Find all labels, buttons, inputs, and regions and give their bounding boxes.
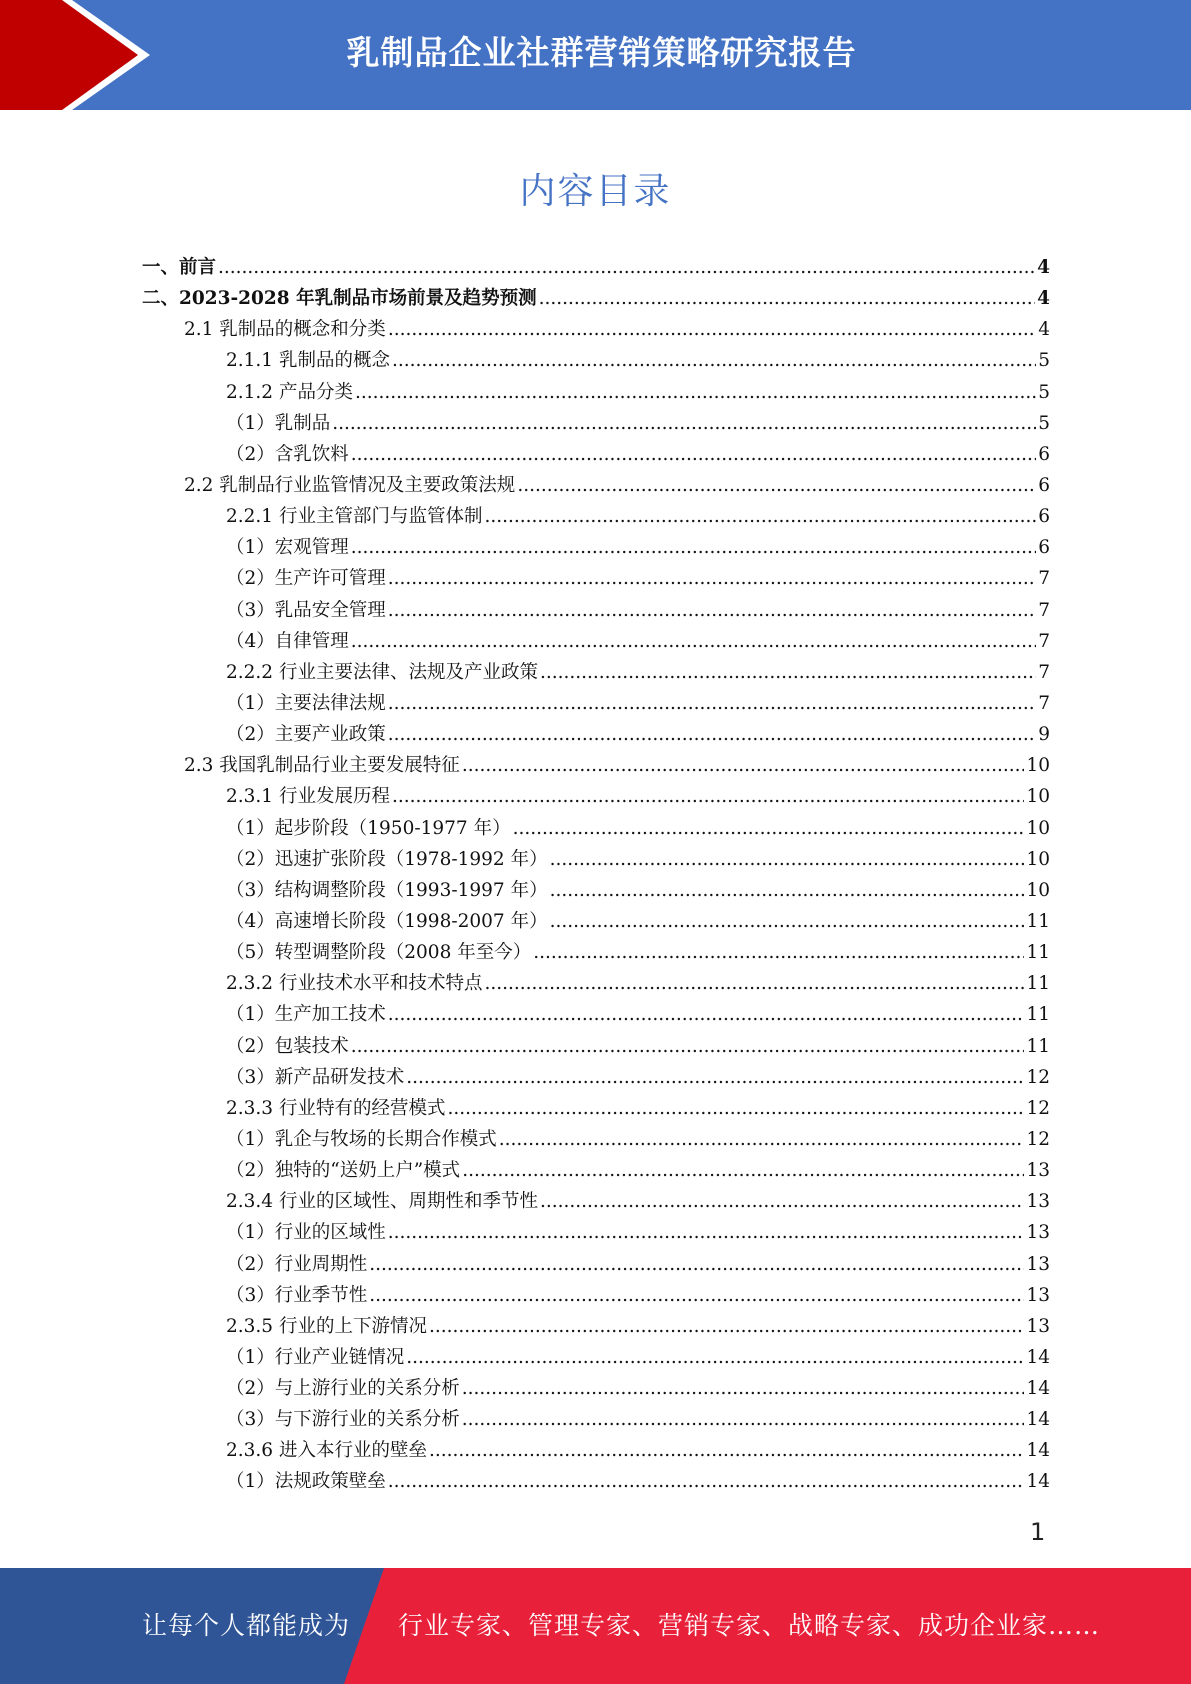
toc-entry-page-number: 13 <box>1026 1284 1050 1306</box>
toc-entry-page-number: 5 <box>1038 412 1050 434</box>
toc-dot-leader <box>513 818 1025 839</box>
toc-entry-page-number: 14 <box>1026 1409 1050 1431</box>
toc-dot-leader <box>517 475 1036 496</box>
toc-entry[interactable] <box>142 658 1050 689</box>
toc-entry-title: （1）主要法律法规 <box>226 692 386 714</box>
toc-entry-title: （2）含乳饮料 <box>226 443 349 465</box>
toc-entry-title: （1）宏观管理 <box>226 537 349 559</box>
toc-entry[interactable] <box>142 876 1050 907</box>
toc-entry-page-number: 7 <box>1038 630 1050 652</box>
toc-entry[interactable] <box>142 1343 1050 1374</box>
toc-entry-page-number: 11 <box>1026 973 1050 995</box>
toc-entry[interactable] <box>142 1218 1050 1249</box>
toc-dot-leader <box>462 1160 1024 1181</box>
toc-entry-title: （1）行业的区域性 <box>226 1222 386 1244</box>
toc-entry[interactable] <box>142 1374 1050 1405</box>
toc-entry[interactable] <box>142 284 1050 315</box>
toc-entry[interactable] <box>142 1281 1050 1312</box>
toc-entry[interactable] <box>142 564 1050 595</box>
toc-entry[interactable] <box>142 969 1050 1000</box>
toc-entry-title: 2.3.4 行业的区域性、周期性和季节性 <box>226 1191 538 1213</box>
toc-entry-title: 2.3.5 行业的上下游情况 <box>226 1315 427 1337</box>
toc-entry-title: 2.3.3 行业特有的经营模式 <box>226 1097 446 1119</box>
toc-entry[interactable] <box>142 1063 1050 1094</box>
toc-entry[interactable] <box>142 782 1050 813</box>
toc-entry-page-number: 10 <box>1026 848 1050 870</box>
table-of-contents <box>142 253 1050 1499</box>
toc-entry-page-number: 6 <box>1038 537 1050 559</box>
toc-entry-page-number: 7 <box>1038 661 1050 683</box>
toc-dot-leader <box>369 1254 1024 1275</box>
toc-dot-leader <box>540 1191 1024 1212</box>
toc-entry-page-number: 10 <box>1026 879 1050 901</box>
toc-entry-title: 2.3.2 行业技术水平和技术特点 <box>226 973 483 995</box>
toc-entry-title: 二、2023-2028 年乳制品市场前景及趋势预测 <box>142 288 537 310</box>
report-footer-band <box>0 1568 1191 1684</box>
toc-entry-page-number: 9 <box>1038 724 1050 746</box>
toc-entry-page-number: 10 <box>1026 755 1050 777</box>
toc-dot-leader <box>406 1347 1024 1368</box>
toc-dot-leader <box>388 319 1036 340</box>
toc-dot-leader <box>533 942 1024 963</box>
toc-entry-page-number: 6 <box>1038 474 1050 496</box>
toc-entry[interactable] <box>142 533 1050 564</box>
toc-dot-leader <box>388 1004 1025 1025</box>
toc-dot-leader <box>462 755 1025 776</box>
toc-entry-page-number: 13 <box>1026 1160 1050 1182</box>
toc-entry-title: （1）生产加工技术 <box>226 1004 386 1026</box>
toc-entry[interactable] <box>142 440 1050 471</box>
toc-entry-page-number: 13 <box>1026 1191 1050 1213</box>
toc-entry-page-number: 6 <box>1038 506 1050 528</box>
toc-entry-page-number: 10 <box>1026 786 1050 808</box>
toc-entry-title: （2）生产许可管理 <box>226 568 386 590</box>
toc-entry-title: 2.2 乳制品行业监管情况及主要政策法规 <box>184 474 516 496</box>
toc-entry-title: （3）行业季节性 <box>226 1284 368 1306</box>
toc-entry[interactable] <box>142 1405 1050 1436</box>
toc-entry[interactable] <box>142 1032 1050 1063</box>
toc-entry-page-number: 14 <box>1026 1346 1050 1368</box>
toc-entry-title: （1）法规政策壁垒 <box>226 1471 386 1493</box>
toc-entry-title: 2.3.6 进入本行业的壁垒 <box>226 1440 427 1462</box>
toc-entry[interactable] <box>142 1250 1050 1281</box>
toc-entry-title: 2.2.2 行业主要法律、法规及产业政策 <box>226 661 538 683</box>
toc-entry[interactable] <box>142 471 1050 502</box>
toc-entry[interactable] <box>142 1187 1050 1218</box>
toc-entry[interactable] <box>142 1467 1050 1498</box>
toc-entry-title: （2）独特的“送奶上户”模式 <box>226 1160 461 1182</box>
toc-dot-leader <box>218 257 1035 278</box>
toc-entry-title: （2）与上游行业的关系分析 <box>226 1378 460 1400</box>
toc-entry-title: 2.1 乳制品的概念和分类 <box>184 319 386 341</box>
toc-entry-title: （3）新产品研发技术 <box>226 1066 405 1088</box>
toc-dot-leader <box>351 444 1036 465</box>
toc-entry-page-number: 11 <box>1026 1004 1050 1026</box>
toc-entry-title: 2.3 我国乳制品行业主要发展特征 <box>184 755 460 777</box>
toc-entry-page-number: 4 <box>1038 319 1050 341</box>
toc-dot-leader <box>429 1440 1024 1461</box>
toc-entry-page-number: 13 <box>1026 1222 1050 1244</box>
toc-dot-leader <box>392 786 1024 807</box>
toc-dot-leader <box>388 693 1036 714</box>
toc-entry-title: （3）乳品安全管理 <box>226 599 386 621</box>
toc-entry[interactable] <box>142 907 1050 938</box>
toc-entry[interactable] <box>142 315 1050 346</box>
toc-entry-page-number: 5 <box>1038 350 1050 372</box>
toc-entry-title: （2）行业周期性 <box>226 1253 368 1275</box>
toc-entry-page-number: 7 <box>1038 692 1050 714</box>
toc-entry[interactable] <box>142 938 1050 969</box>
toc-entry[interactable] <box>142 627 1050 658</box>
toc-dot-leader <box>351 537 1036 558</box>
toc-entry-title: （3）与下游行业的关系分析 <box>226 1409 460 1431</box>
toc-entry-page-number: 10 <box>1026 817 1050 839</box>
toc-entry[interactable] <box>142 346 1050 377</box>
toc-entry-page-number: 14 <box>1026 1471 1050 1493</box>
toc-entry-page-number: 4 <box>1037 257 1050 278</box>
toc-entry-title: （4）自律管理 <box>226 630 349 652</box>
toc-entry-title: （4）高速增长阶段（1998-2007 年） <box>226 910 548 932</box>
toc-entry-title: （2）包装技术 <box>226 1035 349 1057</box>
toc-entry-page-number: 13 <box>1026 1315 1050 1337</box>
toc-dot-leader <box>406 1067 1024 1088</box>
toc-entry-title: （1）乳制品 <box>226 412 331 434</box>
toc-entry-page-number: 11 <box>1026 942 1050 964</box>
toc-dot-leader <box>462 1409 1025 1430</box>
toc-entry-title: （2）主要产业政策 <box>226 724 386 746</box>
toc-heading: 内容目录 <box>519 171 672 212</box>
toc-entry[interactable] <box>142 253 1050 284</box>
toc-entry-page-number: 13 <box>1026 1253 1050 1275</box>
toc-entry-title: 2.2.1 行业主管部门与监管体制 <box>226 506 483 528</box>
toc-dot-leader <box>355 382 1036 403</box>
toc-dot-leader <box>388 1222 1025 1243</box>
report-title: 乳制品企业社群营销策略研究报告 <box>346 33 857 72</box>
toc-dot-leader <box>447 1098 1024 1119</box>
toc-entry-title: （5）转型调整阶段（2008 年至今） <box>226 942 532 964</box>
toc-entry-page-number: 6 <box>1038 443 1050 465</box>
toc-entry-title: 2.1.2 产品分类 <box>226 381 353 403</box>
toc-dot-leader <box>550 911 1025 932</box>
report-header-band <box>0 0 1191 110</box>
toc-entry-page-number: 12 <box>1026 1066 1050 1088</box>
toc-entry-page-number: 14 <box>1026 1378 1050 1400</box>
toc-entry-title: 一、前言 <box>142 257 217 278</box>
toc-dot-leader <box>550 849 1025 870</box>
toc-entry[interactable] <box>142 596 1050 627</box>
toc-entry-title: （3）结构调整阶段（1993-1997 年） <box>226 879 548 901</box>
toc-dot-leader <box>539 288 1036 309</box>
toc-dot-leader <box>388 568 1036 589</box>
toc-entry-title: （1）起步阶段（1950-1977 年） <box>226 817 511 839</box>
toc-dot-leader <box>484 973 1024 994</box>
toc-entry-title: 2.3.1 行业发展历程 <box>226 786 390 808</box>
toc-entry[interactable] <box>142 720 1050 751</box>
toc-entry-title: 2.1.1 乳制品的概念 <box>226 350 390 372</box>
toc-entry-page-number: 12 <box>1026 1097 1050 1119</box>
toc-entry[interactable] <box>142 1094 1050 1125</box>
toc-entry[interactable] <box>142 1156 1050 1187</box>
toc-entry[interactable] <box>142 751 1050 782</box>
toc-entry[interactable] <box>142 689 1050 720</box>
toc-dot-leader <box>332 413 1036 434</box>
toc-entry-page-number: 14 <box>1026 1440 1050 1462</box>
toc-dot-leader <box>369 1285 1024 1306</box>
toc-entry-page-number: 11 <box>1026 910 1050 932</box>
toc-entry-page-number: 7 <box>1038 568 1050 590</box>
toc-entry[interactable] <box>142 1000 1050 1031</box>
toc-dot-leader <box>499 1129 1025 1150</box>
toc-dot-leader <box>462 1378 1025 1399</box>
toc-entry[interactable] <box>142 502 1050 533</box>
toc-dot-leader <box>388 1471 1025 1492</box>
toc-entry-title: （2）迅速扩张阶段（1978-1992 年） <box>226 848 548 870</box>
footer-slogan-left: 让每个人都能成为 <box>142 1611 351 1640</box>
toc-entry[interactable] <box>142 1125 1050 1156</box>
toc-dot-leader <box>484 506 1036 527</box>
toc-dot-leader <box>388 724 1036 745</box>
toc-entry[interactable] <box>142 378 1050 409</box>
toc-entry[interactable] <box>142 1312 1050 1343</box>
page-number: 1 <box>1030 1518 1046 1546</box>
toc-entry-page-number: 5 <box>1038 381 1050 403</box>
toc-dot-leader <box>540 662 1036 683</box>
toc-entry-page-number: 12 <box>1026 1128 1050 1150</box>
toc-entry[interactable] <box>142 1436 1050 1467</box>
toc-entry-page-number: 11 <box>1026 1035 1050 1057</box>
toc-entry-page-number: 7 <box>1038 599 1050 621</box>
footer-slogan-right: 行业专家、管理专家、营销专家、战略专家、成功企业家…… <box>398 1611 1101 1640</box>
toc-entry-title: （1）乳企与牧场的长期合作模式 <box>226 1128 497 1150</box>
toc-dot-leader <box>388 600 1036 621</box>
toc-dot-leader <box>351 631 1036 652</box>
toc-entry-title: （1）行业产业链情况 <box>226 1346 405 1368</box>
toc-entry-page-number: 4 <box>1037 288 1050 310</box>
toc-dot-leader <box>550 880 1025 901</box>
toc-entry[interactable] <box>142 845 1050 876</box>
toc-entry[interactable] <box>142 409 1050 440</box>
toc-entry[interactable] <box>142 814 1050 845</box>
toc-dot-leader <box>351 1036 1025 1057</box>
toc-dot-leader <box>429 1316 1024 1337</box>
toc-dot-leader <box>392 350 1036 371</box>
